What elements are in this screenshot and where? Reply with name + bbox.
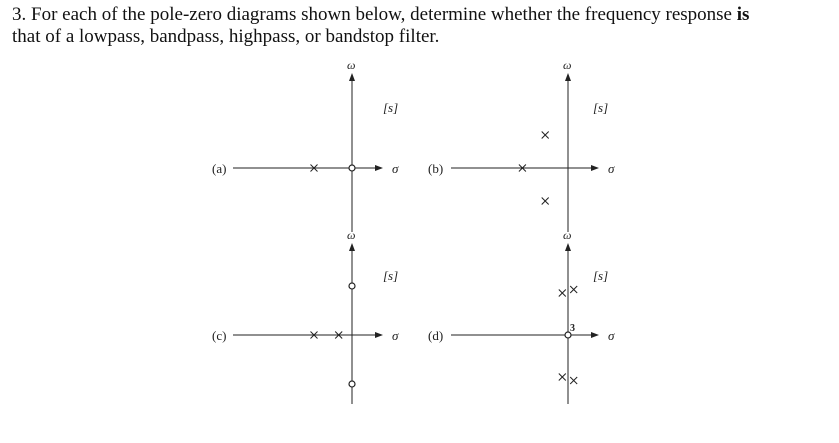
diagram-label: (d) xyxy=(428,328,444,343)
sigma-label: σ xyxy=(392,328,399,343)
omega-arrow xyxy=(565,73,571,81)
pole-marker xyxy=(570,286,577,293)
s-plane-label: [s] xyxy=(593,100,609,115)
question-line-2: that of a lowpass, bandpass, highpass, or bandstop filter. xyxy=(12,26,440,47)
omega-arrow xyxy=(349,73,355,81)
diagram-d xyxy=(428,228,615,404)
diagram-label: (b) xyxy=(428,161,444,176)
omega-arrow xyxy=(565,243,571,251)
omega-label: ω xyxy=(347,58,356,72)
omega-label: ω xyxy=(563,58,572,72)
pole-marker xyxy=(542,132,549,139)
sigma-arrow xyxy=(591,165,599,171)
sigma-label: σ xyxy=(392,161,399,176)
diagram-a xyxy=(212,58,399,232)
pole-marker xyxy=(559,290,566,297)
pole-marker xyxy=(559,374,566,381)
zero-marker xyxy=(349,381,355,387)
sigma-arrow xyxy=(591,332,599,338)
sigma-arrow xyxy=(375,165,383,171)
s-plane-label: [s] xyxy=(593,268,609,283)
pole-marker xyxy=(570,377,577,384)
diagram-b xyxy=(428,58,615,232)
diagram-label: (a) xyxy=(212,161,227,176)
omega-label: ω xyxy=(563,228,572,242)
diagram-c xyxy=(212,228,399,404)
sigma-label: σ xyxy=(608,328,615,343)
zero-marker xyxy=(349,165,355,171)
s-plane-label: [s] xyxy=(383,100,399,115)
omega-label: ω xyxy=(347,228,356,242)
pole-marker xyxy=(542,198,549,205)
zero-marker xyxy=(349,283,355,289)
diagram-label: (c) xyxy=(212,328,227,343)
question-line-1: 3. For each of the pole-zero diagrams shown below, determine whether the frequency response is xyxy=(12,4,750,25)
sigma-label: σ xyxy=(608,161,615,176)
zero-order-label: 3 xyxy=(570,323,575,334)
omega-arrow xyxy=(349,243,355,251)
s-plane-label: [s] xyxy=(383,268,399,283)
sigma-arrow xyxy=(375,332,383,338)
